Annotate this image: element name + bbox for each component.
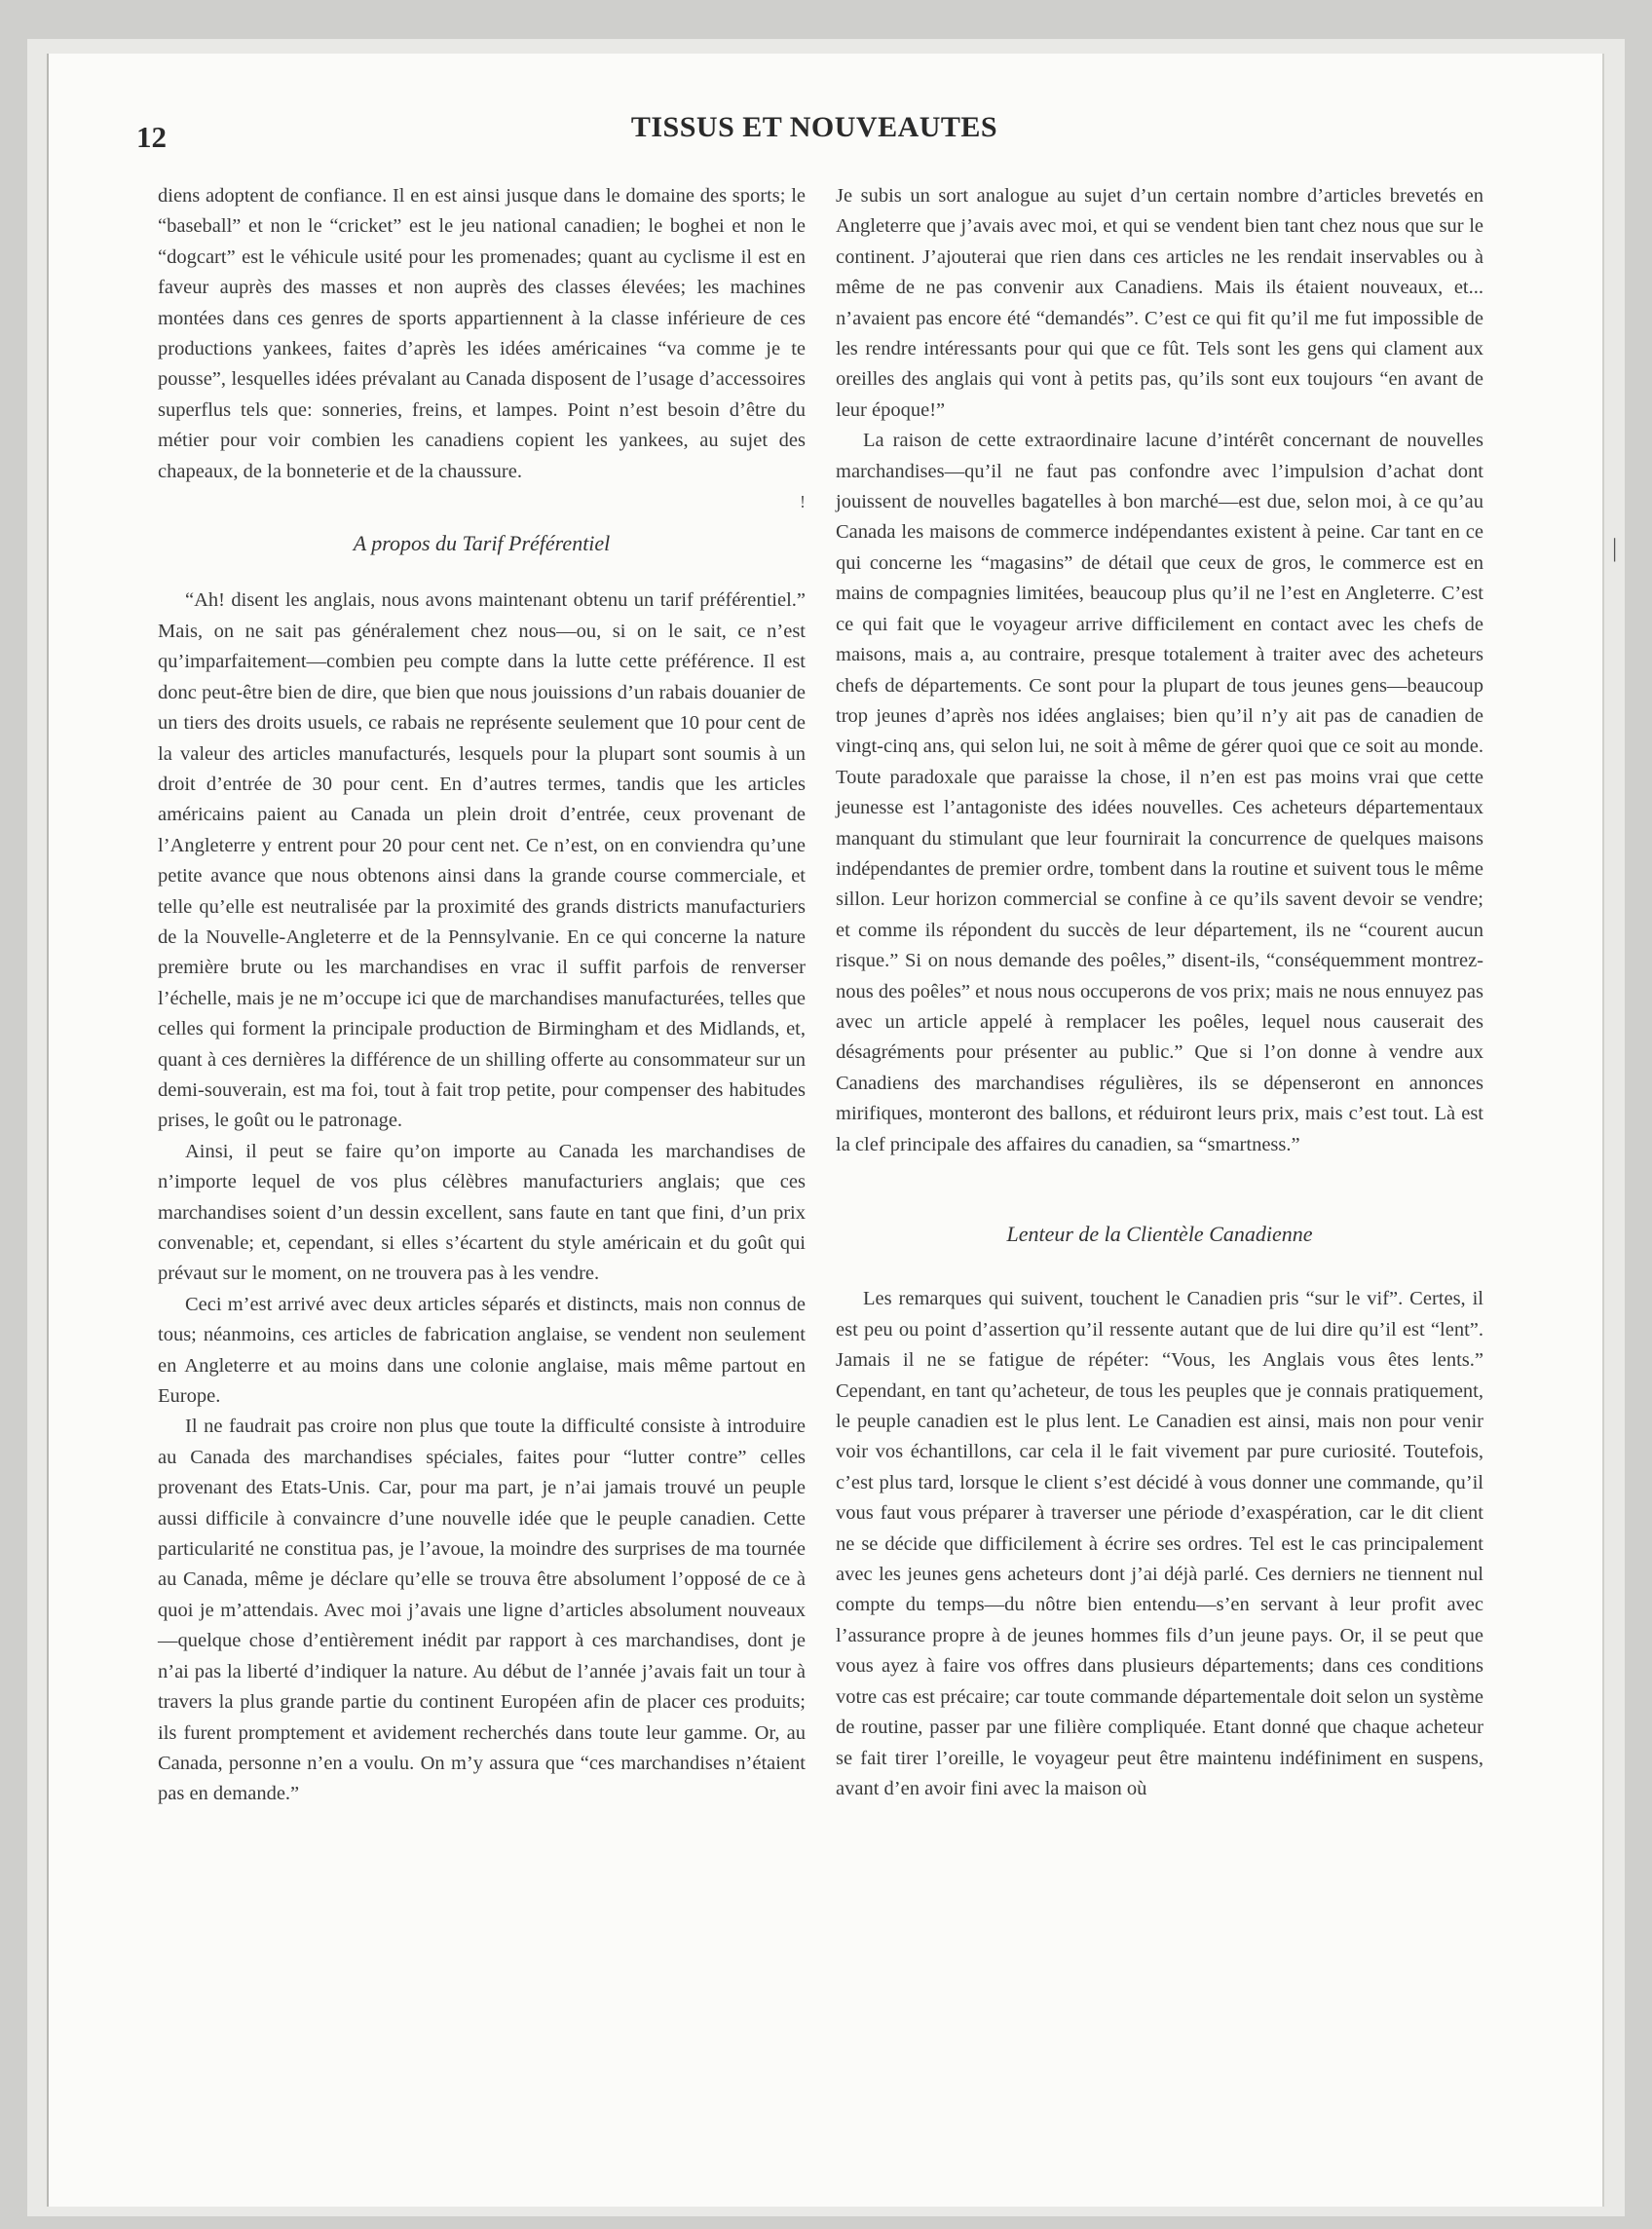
paragraph: “Ah! disent les anglais, nous avons maintenant obtenu un tarif préférentiel.” Mais, on ne sait pas généralement chez nous—ou, si on le sait, ce n’est qu’imparfaitement—combien peu compte dans la lutte cette préférence. Il est donc peut-être bien de dire, que bien que nous jouissions d’un rabais douanier de un tiers des droits usuels, ce rabais ne représente seulement que 10 pour cent de la valeur des articles manufacturés, lesquels pour la plupart sont soumis à un droit d’entrée de 30 pour cent. En d’autres termes, tandis que les articles américains paient au Canada un plein droit d’entrée, ceux provenant de l’Angleterre y entrent pour 20 pour cent net. Ce n’est, on en conviendra qu’une petite avance que nous obtenons ainsi dans la grande course commerciale, et telle qu’elle est neutralisée par la proximité des grands districts manufacturiers de la Nouvelle-Angleterre et de la Pennsylvanie. En ce qui concerne la nature première brute ou les marchandises en vrac il suffit parfois de renverser l’échelle, mais je ne m’occupe ici que de marchandises manufacturées, telles que celles qui forment la principale production de Birmingham et des Midlands, et, quant à ces dernières la différence de un shilling offerte au consommateur sur un demi-souverain, est ma foi, tout à fait trop petite, pour compenser des habitudes prises, le goût ou le patronage. — [158, 589, 806, 1132]
left-column — [158, 181, 806, 1810]
right-column — [836, 181, 1483, 1804]
running-title: TISSUS ET NOUVEAUTES — [630, 111, 998, 143]
edge-mark: | — [1612, 534, 1618, 562]
section-heading: A propos du Tarif Préférentiel — [353, 531, 611, 556]
paragraph: La raison de cette extraordinaire lacune d’intérêt concernant de nouvelles marchandises—qu’il ne faut pas confondre avec l’impulsion d’achat dont jouissent de nouvelles bagatelles à bon marché—est due, selon moi, à ce qu’au Canada les maisons de commerce indépendantes existent à peine. Car tant en ce qui concerne les “magasins” de détail que ceux de gros, le commerce est en mains de compagnies limitées, beaucoup plus qu’il ne l’est en Angleterre. C’est ce qui fait que le voyageur arrive difficilement en contact avec les chefs de maisons, mais a, au contraire, presque totalement à traiter avec des acheteurs chefs de départements. Ce sont pour la plupart de tous jeunes gens—beaucoup trop jeunes d’après nos idées anglaises; bien qu’il n’y ait pas de canadien de vingt-cinq ans, qui selon lui, ne soit à même de gérer quoi que ce soit au monde. Toute paradoxale que paraisse la chose, il n’en est pas moins vrai que cette jeunesse est l’antagoniste des idées nouvelles. Ces acheteurs départementaux manquant du stimulant que leur fournirait la concurrence de quelques maisons indépendantes de premier ordre, tombent dans la routine et suivent tous le même sillon. Leur horizon commercial se confine à ce qu’ils savent devoir se vendre; et comme ils répondent du succès de leur département, ils ne “courent aucun risque.” Si on nous demande des poêles,” disent-ils, “conséquemment montrez-nous des poêles” et nous nous occuperons de vos prix; mais ne nous ennuyez pas avec un article appelé à remplacer les poêles, lequel nous causerait des désagréments pour présenter au public.” Que si l’on donne à vendre aux Canadiens des marchandises régulières, ils se dépenseront en annonces mirifiques, monteront des ballons, et réduiront leurs prix, mais c’est tout. Là est la clef principale des affaires du canadien, sa “smartness.” — [836, 430, 1483, 1155]
paragraph: Les remarques qui suivent, touchent le Canadien pris “sur le vif”. Certes, il est peu ou point d’assertion qu’il ressente autant que de lui dire qu’il est “lent”. Jamais il ne se fatigue de répéter: “Vous, les Anglais vous êtes lents.” Cependant, en tant qu’acheteur, de tous les peuples que je connais pratiquement, le peuple canadien est le plus lent. Le Canadien est ainsi, mais non pour venir voir vos échantillons, car cela il le fait vivement par pure curiosité. Toutefois, c’est plus tard, lorsque le client s’est décidé à vous donner une commande, qu’il vous faut vous préparer à traverser une période d’exaspération, car le dit client ne se décide que difficilement à écrire ses ordres. Tel est le cas principalement avec les jeunes gens acheteurs dont j’ai déjà parlé. Ces derniers ne tiennent nul compte du temps—du nôtre bien entendu—s’en servant à leur profit avec l’assurance propre à de jeunes hommes fils d’un jeune pays. Or, il se peut que vous ayez à faire vos offres dans plusieurs départements; dans ces conditions votre cas est précaire; car toute commande départementale doit selon un système de routine, passer par une filière compliquée. Etant donné que chaque acheteur se fait tirer l’oreille, le voyageur peut être maintenu indéfiniment en suspens, avant d’en avoir fini avec la maison où — [836, 1288, 1483, 1799]
paragraph: Il ne faudrait pas croire non plus que toute la difficulté consiste à introduire au Canada des marchandises spéciales, faites pour “lutter contre” celles provenant des Etats-Unis. Car, pour ma part, je n’ai jamais trouvé un peuple aussi difficile à convaincre d’une nouvelle idée que le peuple canadien. Cette particularité ne constitua pas, je l’avoue, la moindre des surprises de ma tournée au Canada, même je déclare qu’elle se trouva être absolument l’opposé de ce à quoi je m’attendais. Avec moi j’avais une ligne d’articles absolument nouveaux—quelque chose d’entièrement inédit par rapport à ces marchandises, dont je n’ai pas la liberté d’indiquer la nature. Au début de l’année j’avais fait un tour à travers la plus grande partie du continent Européen afin de placer ces produits; ils furent promptement et avidement recherchés dans toute leur gamme. Or, au Canada, personne n’en a voulu. On m’y assura que “ces marchandises n’étaient pas en demande.” — [158, 1416, 806, 1805]
page-number: 12 — [136, 120, 167, 154]
paragraph: diens adoptent de confiance. Il en est ainsi jusque dans le domaine des sports; le “baseball” et non le “cricket” est le jeu national canadien; le boghei et non le “dogcart” est le véhicule usité pour les promenades; quant au cyclisme il est en faveur auprès des masses et non auprès des classes élevées; les machines montées dans ces genres de sports appartiennent à la classe inférieure de ces productions yankees, faites d’après les idées américaines “va comme je te pousse”, lesquelles idées prévalant au Canada disposent de l’usage d’accessoires superflus tels que: sonneries, freins, et lampes. Point n’est besoin d’être du métier pour voir combien les canadiens copient les yankees, au sujet des chapeaux, de la bonneterie et de la chaussure. — [158, 185, 806, 482]
margin-mark: ! — [800, 492, 806, 512]
paragraph: Ceci m’est arrivé avec deux articles séparés et distincts, mais non connus de tous; néanmoins, ces articles de fabrication anglaise, se vendent non seulement en Angleterre et au moins dans une colonie anglaise, mais même partout en Europe. — [158, 1293, 806, 1408]
paragraph: Je subis un sort analogue au sujet d’un certain nombre d’articles brevetés en Angleterre que j’avais avec moi, et qui se vendent bien tant chez nous que sur le continent. J’ajouterai que rien dans ces articles ne les rendait inservables ou à même de ne pas convenir aux Canadiens. Mais ils étaient nouveaux, et... n’avaient pas encore été “demandés”. C’est ce qui fit qu’il me fut impossible de les rendre intéressants pour qui que ce fût. Tels sont les gens qui clament aux oreilles des anglais qui vont à petits pas, qu’ils sont eux toujours “en avant de leur époque!” — [836, 185, 1483, 421]
paragraph: Ainsi, il peut se faire qu’on importe au Canada les marchandises de n’importe lequel de vos plus célèbres manufacturiers anglais; que ces marchandises soient d’un dessin excellent, sans faute en tant que fini, d’un prix convenable; et, cependant, si elles s’écartent du style américain et du goût qui prévaut sur le moment, on ne trouvera pas à les vendre. — [158, 1140, 806, 1285]
section-heading: Lenteur de la Clientèle Canadienne — [1006, 1222, 1313, 1246]
